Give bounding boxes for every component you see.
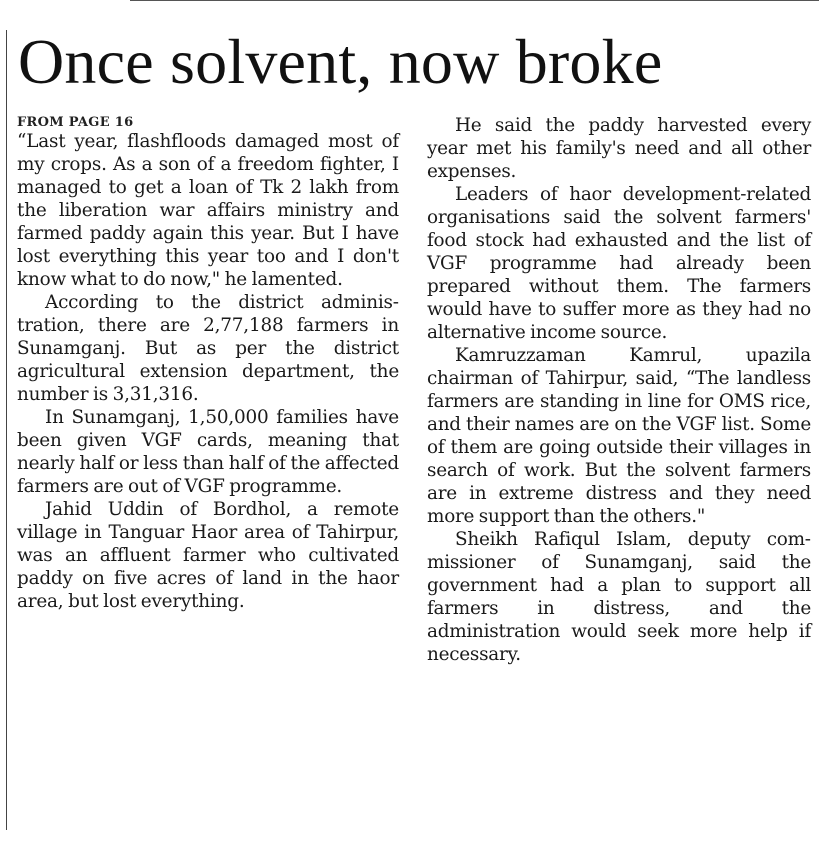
paragraph-deputy-commissioner: Sheikh Rafiqul Islam, deputy commissioner of Sunamganj, said the government had a plan to support all farmers in distress, and the administration would seek more help if necessary. (427, 529, 811, 665)
paragraph-paddy-harvest: He said the paddy harvested every year met his family's need and all other expenses. (427, 115, 811, 182)
continued-from-label: FROM PAGE 16 (17, 115, 134, 130)
article-column-right (427, 114, 811, 666)
paragraph-quote: “Last year, flashfloods damaged most of my crops. As a son of a freedom fighter, I managed to get a loan of Tk 2 lakh from the liberation war affairs ministry and farmed paddy again this year. But I have lost everything this year too and I don't know what to do now," he lamented. (17, 131, 399, 290)
paragraph-farmer-count: According to the district administration, there are 2,77,188 farmers in Sunamganj. But as per the district agricultural extension department, the number is 3,31,316. (17, 292, 399, 405)
paragraph-upazila-chairman: Kamruzzaman Kamrul, upazila chairman of Tahirpur, said, “The landless farmers are standing in line for OMS rice, and their names are on the VGF list. Some of them are going outside their villages in search of work. But the solvent farmers are in extreme distress and they need more support than the others." (427, 345, 811, 527)
article-column-left (17, 114, 399, 613)
paragraph-vgf-cards: In Sunamganj, 1,50,000 families have been given VGF cards, meaning that nearly half or less than half of the affected farmers are out of VGF programme. (17, 407, 399, 497)
paragraph-haor-leaders: Leaders of haor development-related organisations said the solvent farmers' food stock had exhausted and the list of VGF programme had already been prepared without them. The farmers would have to suffer more as they had no alternative income source. (427, 184, 811, 343)
paragraph-jahid-uddin: Jahid Uddin of Bordhol, a remote village in Tanguar Haor area of Tahirpur, was an affluent farmer who cultivated paddy on five acres of land in the haor area, but lost everything. (17, 499, 399, 612)
headline: Once solvent, now broke (18, 26, 663, 97)
left-column-rule (6, 30, 7, 830)
top-rule (130, 0, 819, 1)
